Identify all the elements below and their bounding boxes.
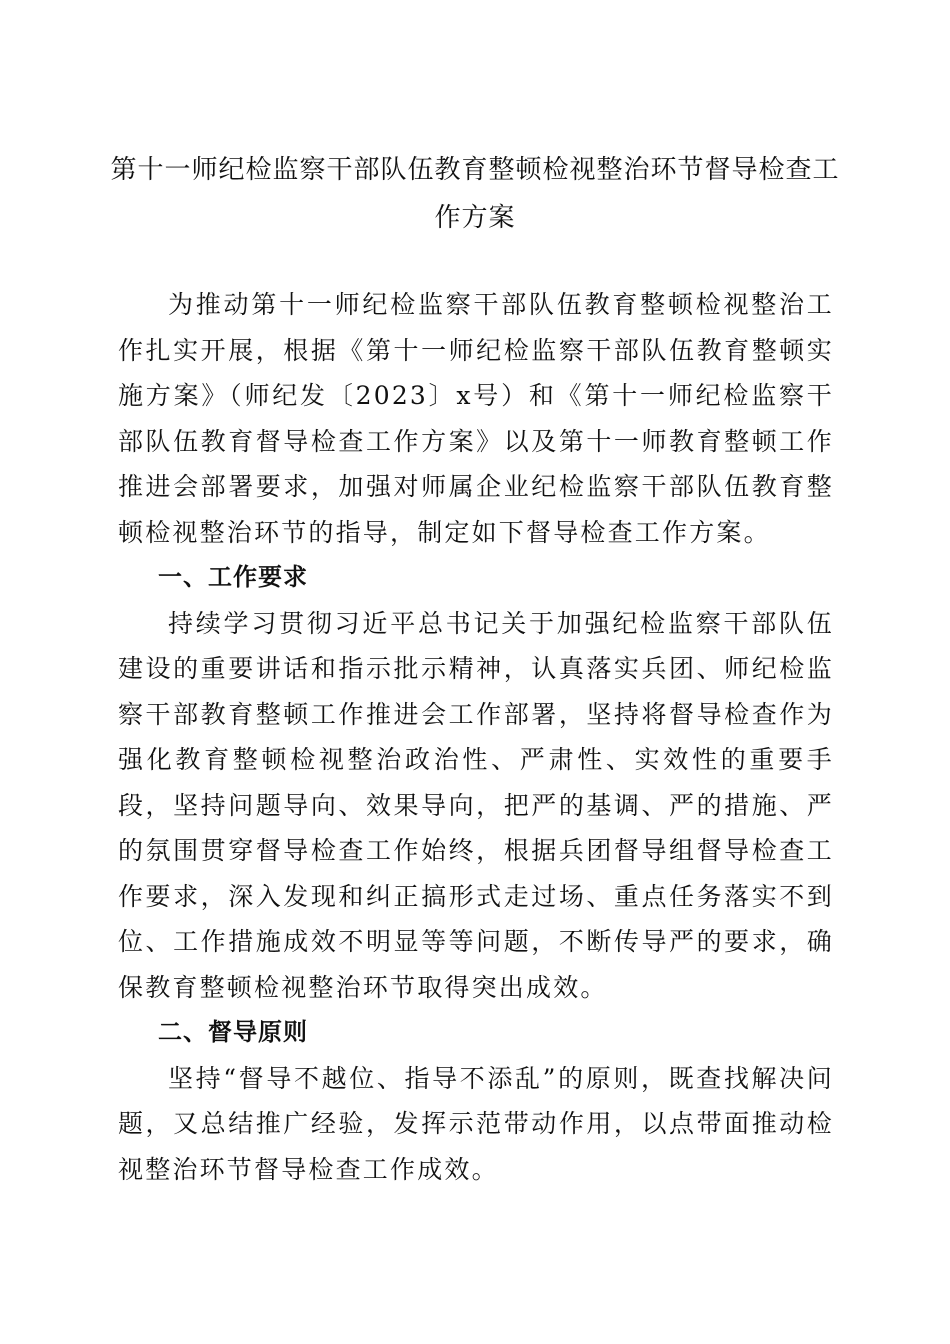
- intro-paragraph: 为推动第十一师纪检监察干部队伍教育整顿检视整治工作扎实开展，根据《第十一师纪检监察干部队伍教育整顿实施方案》（师纪发〔2023〕x号）和《第十一师纪检监察干部队伍教育督导检查工作方案》以及第十一师教育整顿工作推进会部署要求，加强对师属企业纪检监察干部队伍教育整顿检视整治环节的指导，制定如下督导检查工作方案。: [118, 290, 834, 547]
- section-paragraph-requirements: 持续学习贯彻习近平总书记关于加强纪检监察干部队伍建设的重要讲话和指示批示精神，认真落实兵团、师纪检监察干部教育整顿工作推进会工作部署，坚持将督导检查作为强化教育整顿检视整治政治性、严肃性、实效性的重要手段，坚持问题导向、效果导向，把严的基调、严的措施、严的氛围贯穿督导检查工作始终，根据兵团督导组督导检查工作要求，深入发现和纠正搞形式走过场、重点任务落实不到位、工作措施成效不明显等等问题，不断传导严的要求，确保教育整顿检视整治环节取得突出成效。: [118, 608, 834, 1002]
- section-heading-requirements: 一、工作要求: [158, 563, 308, 591]
- document-body: [118, 282, 834, 1192]
- document-title: 第十一师纪检监察干部队伍教育整顿检视整治环节督导检查工作方案: [110, 155, 840, 233]
- section-heading-principles: 二、督导原则: [158, 1018, 308, 1046]
- section-paragraph-principles: 坚持“督导不越位、指导不添乱”的原则，既查找解决问题，又总结推广经验，发挥示范带动作用，以点带面推动检视整治环节督导检查工作成效。: [118, 1063, 834, 1184]
